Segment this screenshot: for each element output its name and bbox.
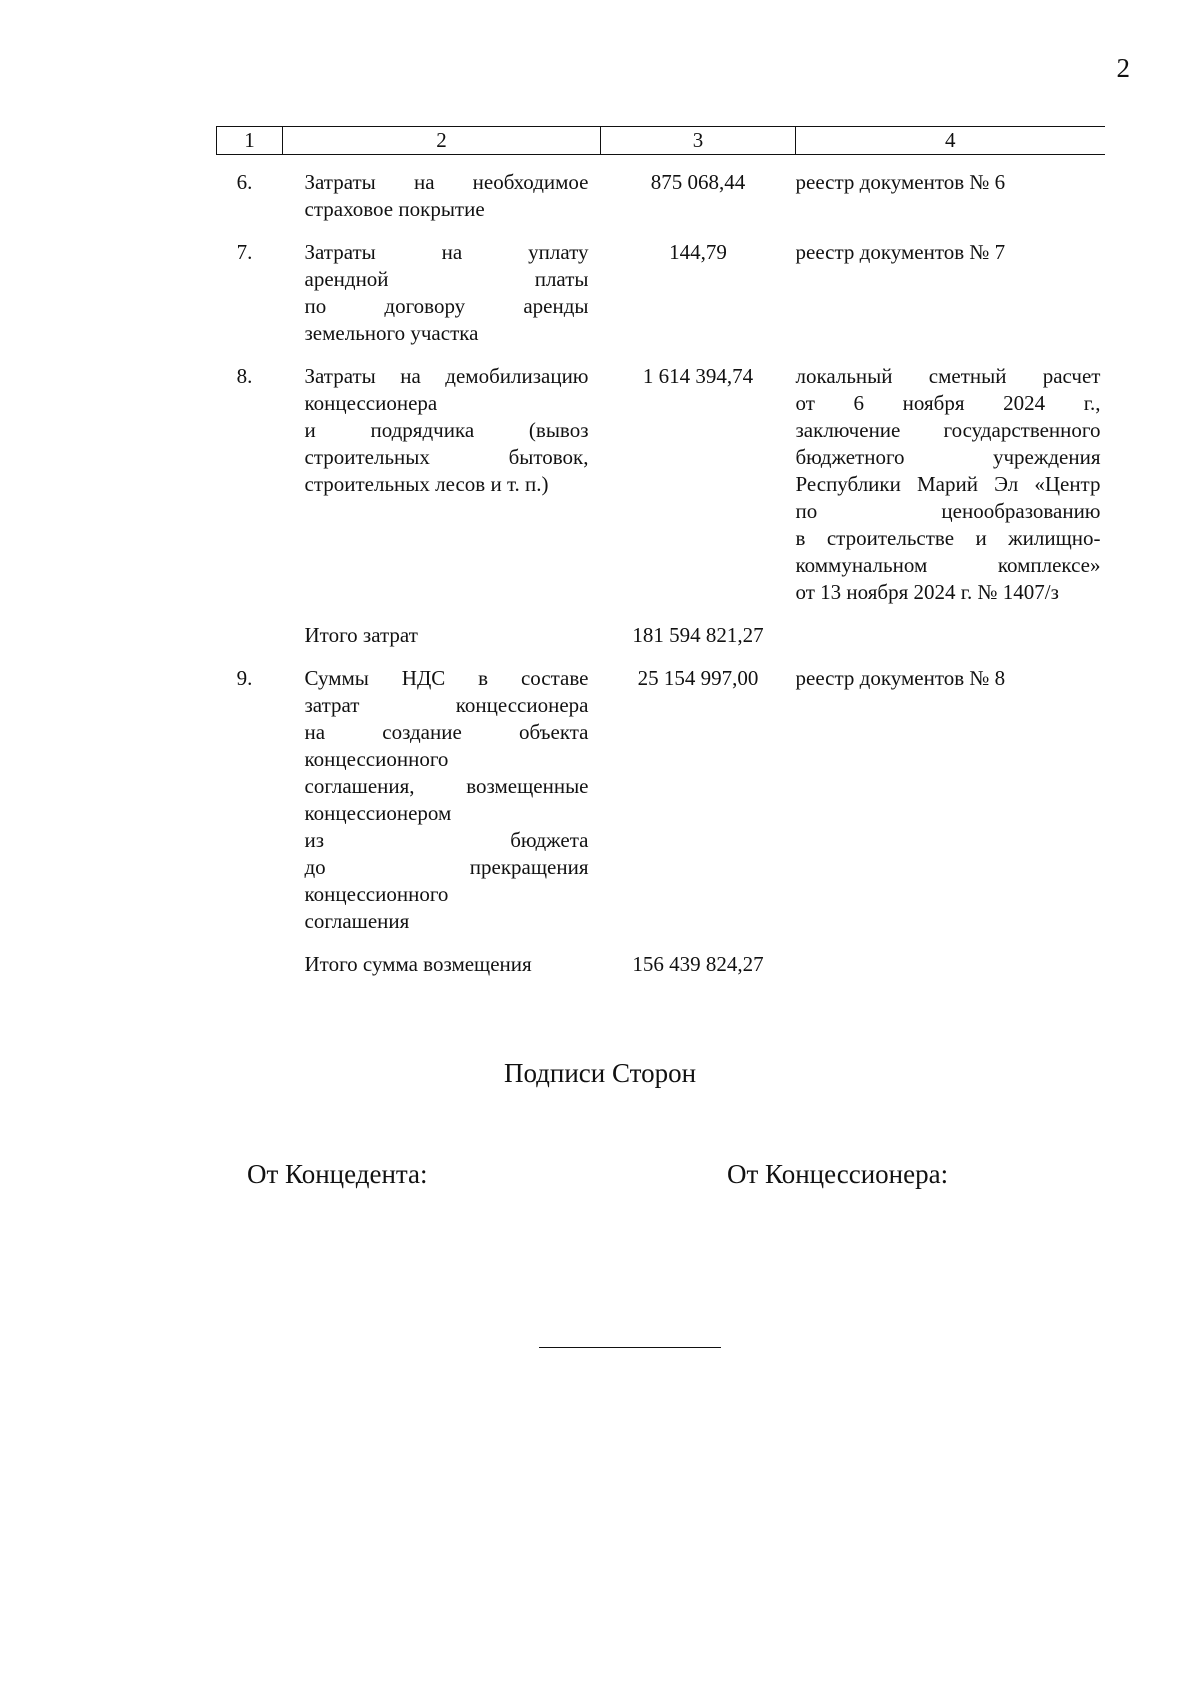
cost-item-name-line: Итого затрат <box>304 623 418 647</box>
supporting-document <box>796 347 1105 606</box>
table-row <box>217 606 1105 649</box>
end-rule <box>539 1347 721 1348</box>
cost-item-name <box>283 935 601 978</box>
table-header-row <box>217 127 1105 155</box>
supporting-document-line: реестр документов № 7 <box>795 240 1006 264</box>
column-header: 1 <box>217 127 283 155</box>
cost-item-name-line: и подрядчика (вывоз <box>304 418 589 442</box>
supporting-document-line: реестр документов № 6 <box>795 170 1006 194</box>
cost-item-name-line: Затраты на уплату <box>304 240 589 264</box>
row-number <box>217 606 283 649</box>
cost-item-name-line: строительных бытовок, <box>304 445 589 469</box>
cost-item-name-line: земельного участка <box>304 321 479 345</box>
cost-item-name <box>283 155 601 224</box>
cost-item-name <box>283 223 601 347</box>
column-header: 4 <box>796 127 1105 155</box>
cost-item-name-line: затрат концессионера <box>304 693 589 717</box>
supporting-document-line: реестр документов № 8 <box>795 666 1006 690</box>
concessionaire-signature-label: От Концессионера: <box>727 1159 949 1189</box>
cost-table <box>216 126 1105 978</box>
supporting-document-line: в строительстве и жилищно- <box>795 526 1101 550</box>
cost-item-name-line: страховое покрытие <box>304 197 485 221</box>
cost-amount: 25 154 997,00 <box>637 666 759 690</box>
cost-item-name-line: соглашения, возмещенные <box>304 774 589 798</box>
page-number: 2 <box>1116 53 1130 83</box>
table-row <box>217 223 1105 347</box>
supporting-document <box>796 606 1105 649</box>
cost-item-name-line: на создание объекта <box>304 720 589 744</box>
supporting-document <box>796 935 1105 978</box>
cost-amount: 875 068,44 <box>650 170 746 194</box>
row-number: 6. <box>236 170 253 194</box>
row-number: 7. <box>236 240 253 264</box>
supporting-document <box>796 223 1105 347</box>
table-row <box>217 155 1105 224</box>
table-body <box>217 155 1105 979</box>
grantor-signature-label: От Концедента: <box>247 1159 428 1189</box>
cost-item-name-line: строительных лесов и т. п.) <box>304 472 549 496</box>
cost-amount: 156 439 824,27 <box>632 952 764 976</box>
cost-amount: 144,79 <box>669 240 727 264</box>
cost-amount: 181 594 821,27 <box>632 623 764 647</box>
table-row <box>217 649 1105 935</box>
signatures-title: Подписи Сторон <box>503 1058 697 1088</box>
cost-item-name-line: арендной платы <box>304 267 589 291</box>
table-row <box>217 935 1105 978</box>
supporting-document <box>796 649 1105 935</box>
cost-item-name <box>283 347 601 606</box>
cost-item-name-line: концессионера <box>304 391 438 415</box>
row-number: 8. <box>236 364 253 388</box>
row-number: 9. <box>236 666 253 690</box>
cost-item-name <box>283 606 601 649</box>
cost-item-name-line: концессионером <box>304 801 452 825</box>
supporting-document-line: коммунальном комплексе» <box>795 553 1101 577</box>
cost-item-name-line: Затраты на демобилизацию <box>304 364 589 388</box>
cost-item-name-line: Суммы НДС в составе <box>304 666 589 690</box>
supporting-document-line: от 6 ноября 2024 г., <box>795 391 1101 415</box>
column-header: 2 <box>283 127 601 155</box>
supporting-document-line: от 13 ноября 2024 г. № 1407/з <box>795 580 1059 604</box>
cost-item-name-line: Итого сумма возмещения <box>304 952 532 976</box>
cost-item-name <box>283 649 601 935</box>
cost-item-name-line: до прекращения <box>304 855 589 879</box>
row-number <box>217 935 283 978</box>
cost-item-name-line: концессионного <box>304 882 449 906</box>
cost-item-name-line: из бюджета <box>304 828 589 852</box>
cost-item-name-line: соглашения <box>304 909 410 933</box>
cost-item-name-line: по договору аренды <box>304 294 589 318</box>
cost-item-name-line: концессионного <box>304 747 449 771</box>
cost-amount: 1 614 394,74 <box>642 364 754 388</box>
supporting-document-line: заключение государственного <box>795 418 1101 442</box>
supporting-document-line: по ценообразованию <box>795 499 1101 523</box>
supporting-document <box>796 155 1105 224</box>
supporting-document-line: локальный сметный расчет <box>795 364 1101 388</box>
supporting-document-line: Республики Марий Эл «Центр <box>795 472 1101 496</box>
table-row <box>217 347 1105 606</box>
supporting-document-line: бюджетного учреждения <box>795 445 1101 469</box>
cost-item-name-line: Затраты на необходимое <box>304 170 589 194</box>
column-header: 3 <box>601 127 796 155</box>
